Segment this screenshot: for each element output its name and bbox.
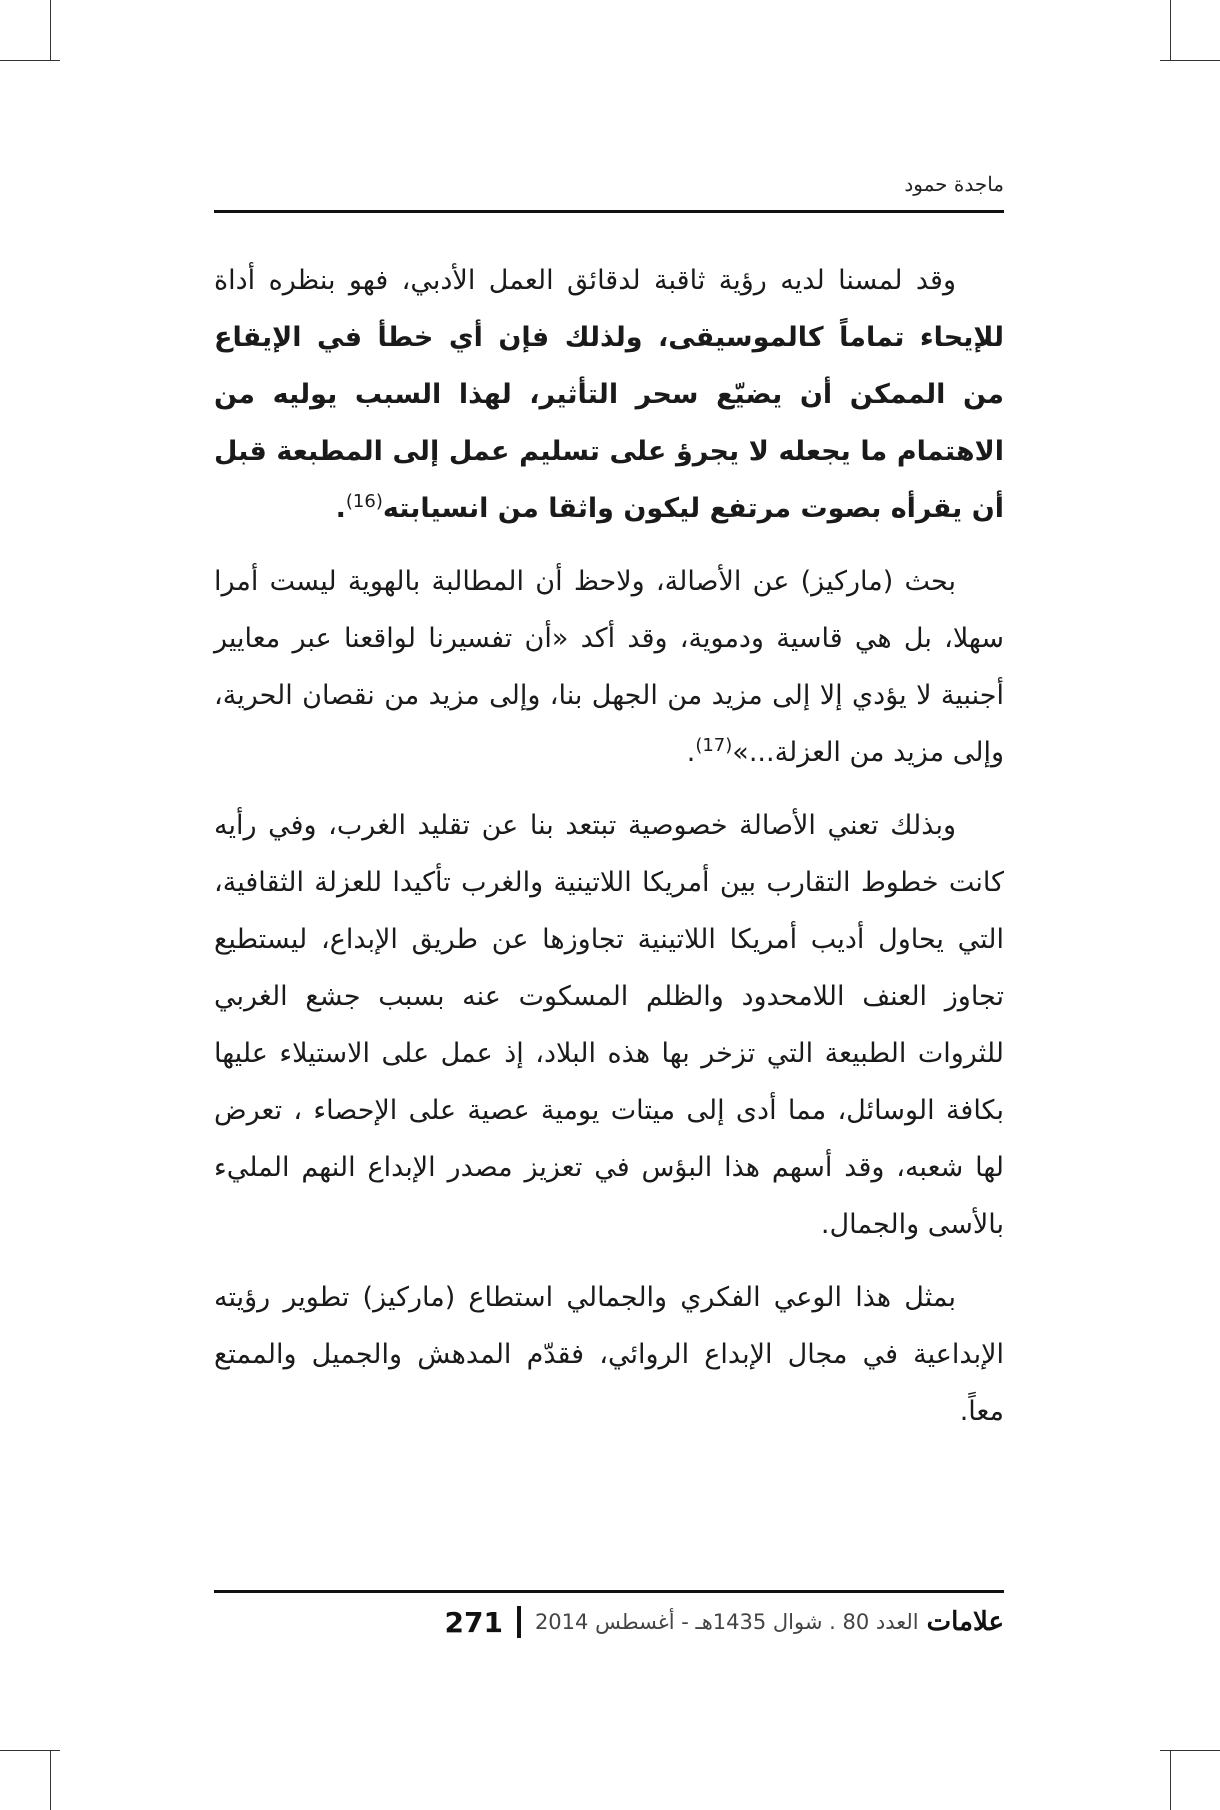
crop-mark	[1160, 1750, 1220, 1751]
crop-mark	[1160, 60, 1220, 61]
page-header	[214, 172, 1004, 212]
page-footer	[214, 1590, 1004, 1650]
footer-divider	[517, 1606, 521, 1638]
paragraph-3	[214, 797, 1004, 1253]
paragraph-1	[214, 252, 1004, 537]
footer-rule	[214, 1590, 1004, 1593]
footnote-ref-17: (17)	[695, 735, 733, 756]
crop-mark	[50, 1750, 51, 1810]
page-number: 271	[444, 1605, 503, 1639]
issue-info: العدد 80 . شوال 1435هـ - أغسطس 2014	[534, 1610, 919, 1634]
running-head: ماجدة حمود	[904, 172, 1004, 196]
crop-mark	[1170, 0, 1171, 60]
paragraph-1-end: .	[335, 493, 346, 524]
paragraph-1-text: للإيحاء تماماً كالموسيقى، ولذلك فإن أي خطأ في الإيقاع من الممكن أن يضيّع سحر التأثير، لهذا السبب يوليه من الاهتمام ما يجعله لا يجرؤ على تسليم عمل إلى المطبعة قبل أن يقرأه بصوت مرتفع ليكون واثقا من انسيابته	[214, 322, 1004, 524]
paragraph-4-text: بمثل هذا الوعي الفكري والجمالي استطاع (ماركيز) تطوير رؤيته الإبداعية في مجال الإبداع الروائي، فقدّم المدهش والجميل والممتع معاً.	[214, 1282, 1004, 1427]
paragraph-2	[214, 553, 1004, 781]
paragraph-3-text: وبذلك تعني الأصالة خصوصية تبتعد بنا عن تقليد الغرب، وفي رأيه كانت خطوط التقارب بين أمريكا اللاتينية والغرب تأكيدا للعزلة الثقافية، التي يحاول أديب أمريكا اللاتينية تجاوزها عن طريق الإبداع، ليستطيع تجاوز العنف اللامحدود والظلم المسكوت عنه بسبب جشع الغربي للثروات الطبيعة التي تزخر بها هذه البلاد، إذ عمل على الاستيلاء عليها بكافة الوسائل، مما أدى إلى ميتات يومية عصية على الإحصاء ، تعرض لها شعبه، وقد أسهم هذا البؤس في تعزيز مصدر الإبداع النهم المليء بالأسى والجمال.	[214, 810, 1004, 1240]
crop-mark	[0, 60, 60, 61]
crop-mark	[0, 1750, 60, 1751]
crop-mark	[1170, 1750, 1171, 1810]
paragraph-2-text: بحث (ماركيز) عن الأصالة، ولاحظ أن المطالبة بالهوية ليست أمرا سهلا، بل هي قاسية ودموية، وقد أكد «أن تفسيرنا لواقعنا عبر معايير أجنبية لا يؤدي إلا إلى مزيد من الجهل بنا، وإلى مزيد من نقصان الحرية، وإلى مزيد من العزلة...»	[214, 566, 1004, 768]
footnote-ref-16: (16)	[345, 491, 383, 512]
paragraph-4	[214, 1269, 1004, 1440]
crop-mark	[50, 0, 51, 60]
journal-logo: علامات	[926, 1607, 1004, 1637]
paragraph-1-lead: وقد لمسنا لديه رؤية ثاقبة لدقائق العمل الأدبي، فهو بنظره أداة	[214, 265, 956, 296]
paragraph-2-end: .	[686, 737, 696, 768]
article-body	[214, 252, 1004, 1456]
header-rule	[214, 210, 1004, 213]
footer-row	[214, 1602, 1004, 1642]
